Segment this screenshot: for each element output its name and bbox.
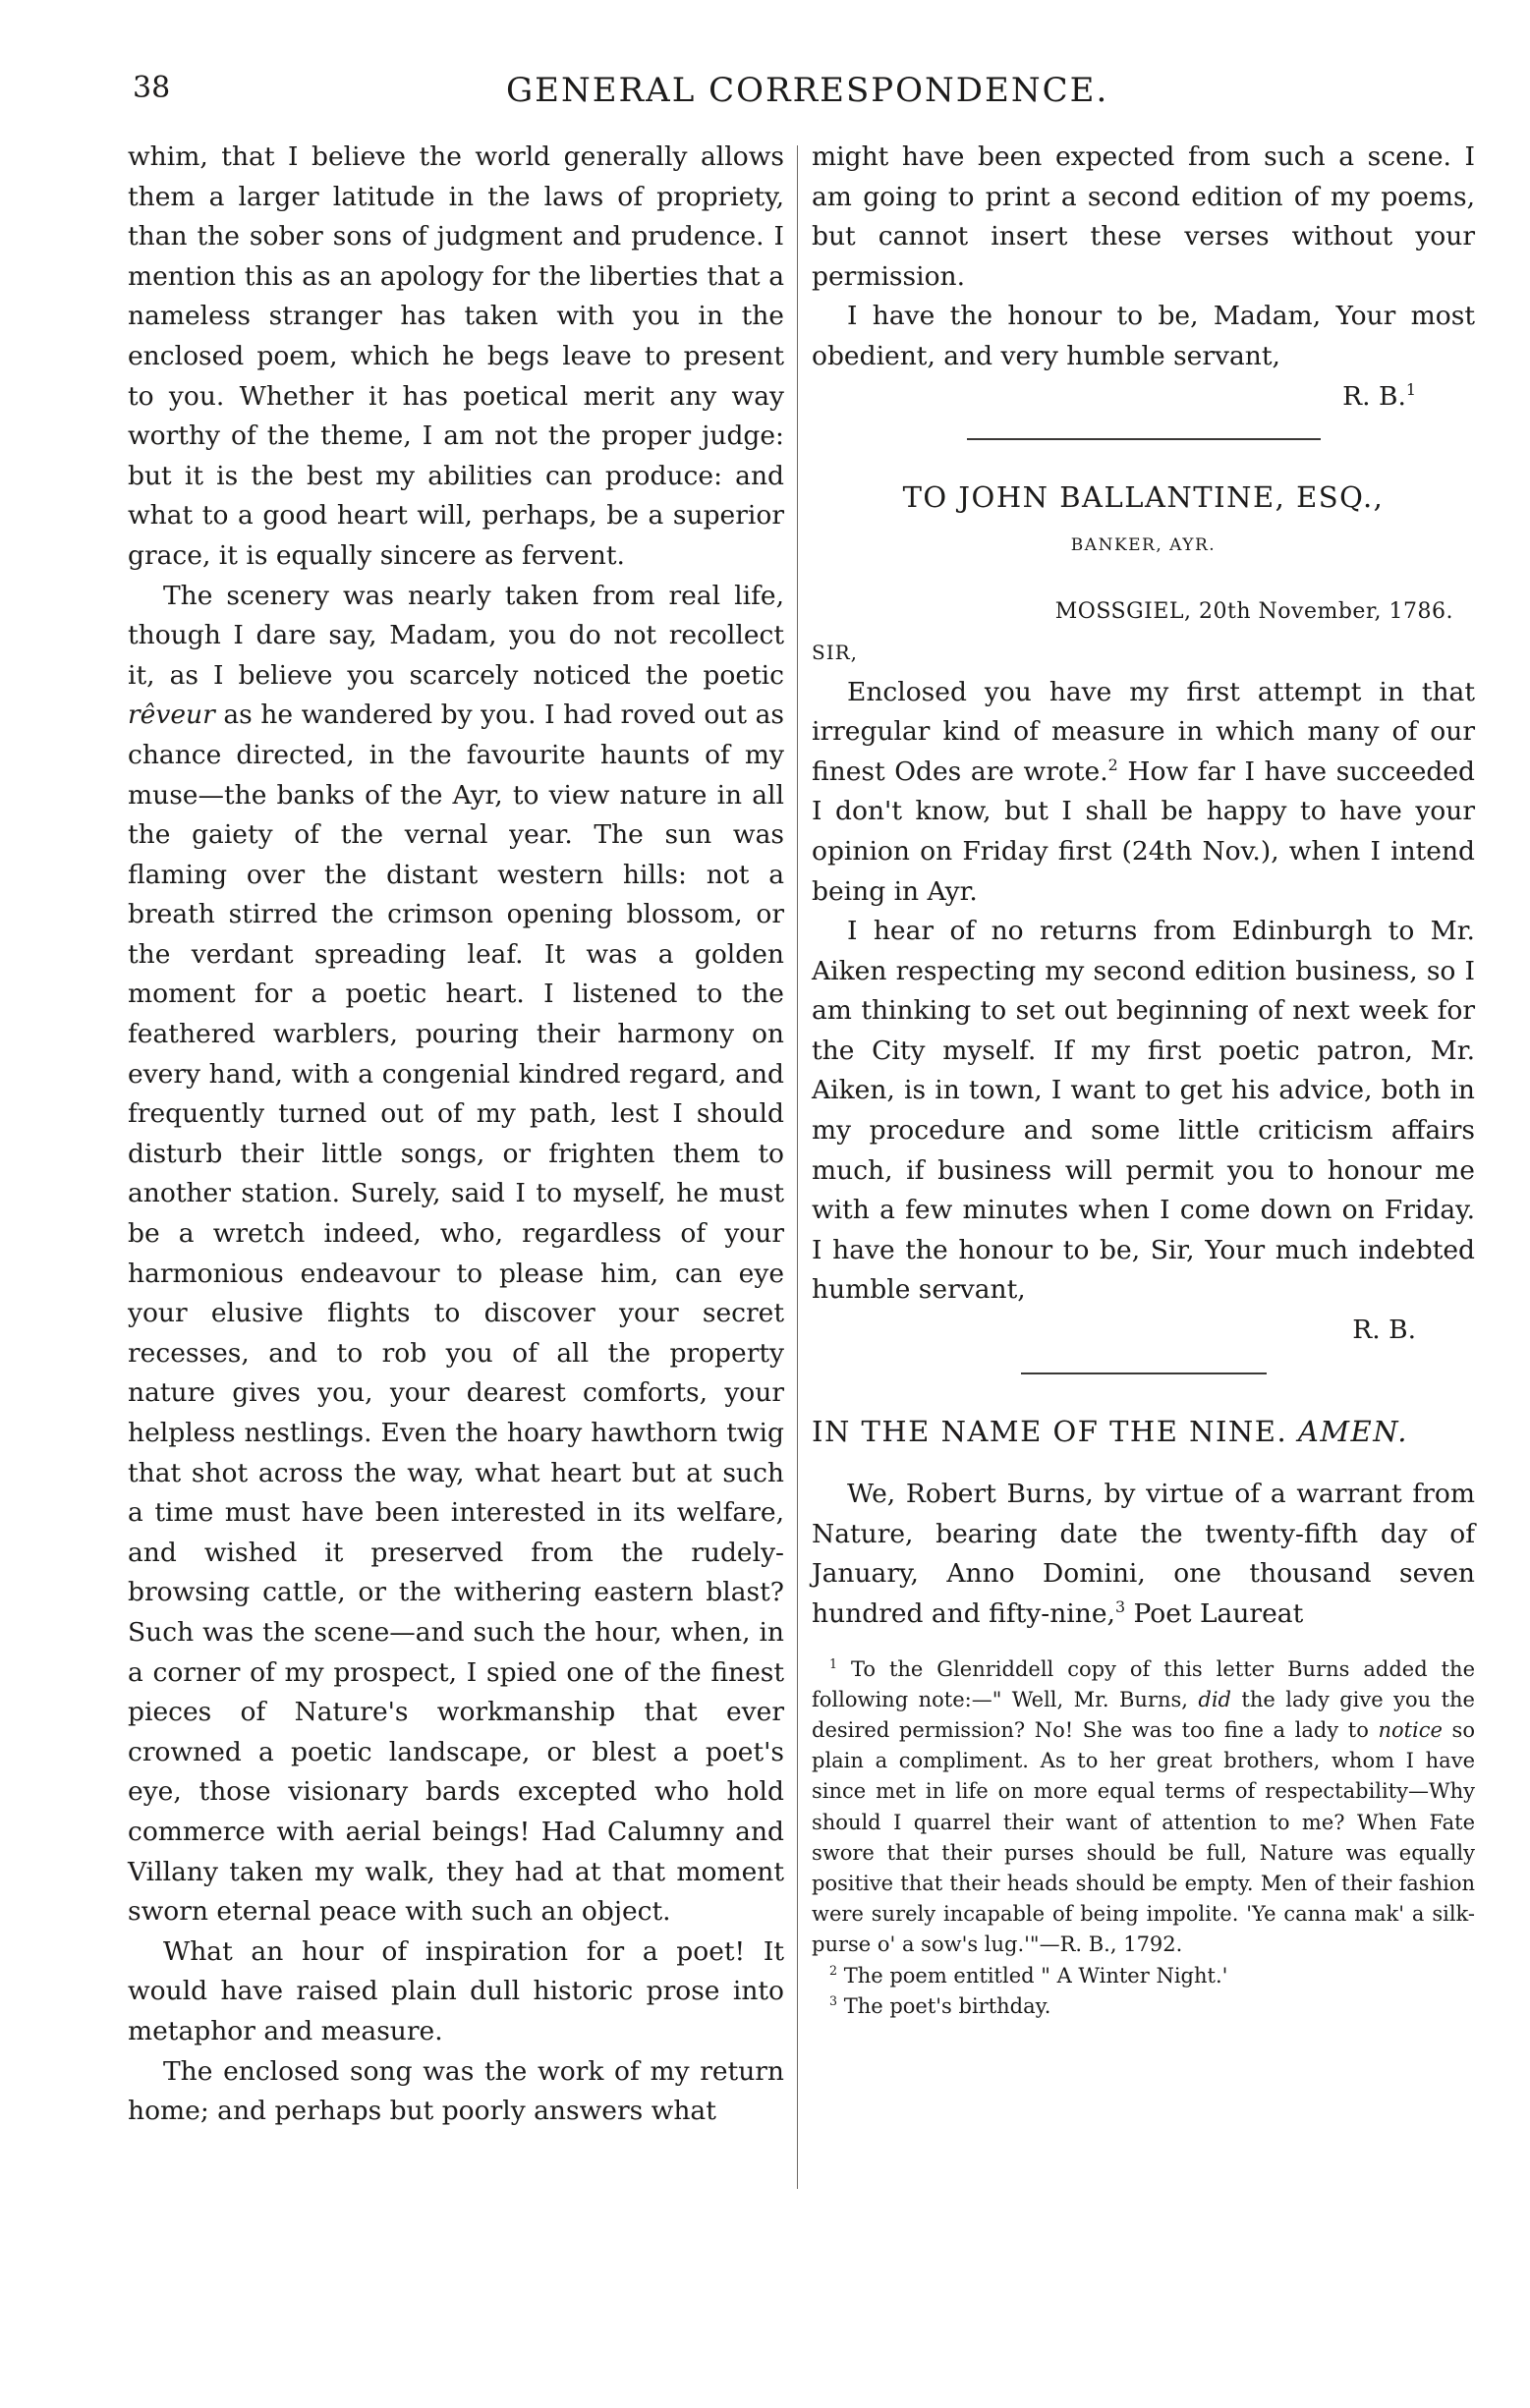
paragraph: I hear of no returns from Edinburgh to Mr. Aiken respecting my second edition business, so I am thinking to set out beginning of next week for the City myself. If my first poetic patron, Mr. Aiken, is in town, I want to get his advice, both in my procedure and some little criticism affairs much, if business will permit you to honour me with a few minutes when I come down on Friday. I have the honour to be, Sir, Your much indebted humble servant,: [812, 916, 1475, 1306]
right-column: [812, 138, 1475, 2022]
section-heading: IN THE NAME OF THE NINE. AMEN.: [812, 1414, 1408, 1448]
paragraph: whim, that I believe the world generally allows them a larger latitude in the laws of propriety, than the sober sons of judgment and prudence. I mention this as an apology for the liberties that a nameless stranger has taken with you in the enclosed poem, which he begs leave to present to you. Whether it has poetical merit any way worthy of the theme, I am not the proper judge: but it is the best my abilities can produce: and what to a good heart will, perhaps, be a superior grace, it is equally sincere as fervent.: [128, 141, 784, 571]
paragraph: We, Robert Burns, by virtue of a warrant from Nature, bearing date the twenty-fifth day of January, Anno Domini, one thousand seven hundred and fifty-nine,$^3$ Poet Laureat: [812, 1479, 1475, 1629]
paragraph: The scenery was nearly taken from real life, though I dare say, Madam, you do not recollect it, as I believe you scarcely noticed the poetic rêveur as he wandered by you. I had roved out as chance directed, in the favourite haunts of my muse—the banks of the Ayr, to view nature in all the gaiety of the vernal year. The sun was flaming over the distant western hills: not a breath stirred the crimson opening blossom, or the verdant spreading leaf. It was a golden moment for a poetic heart. I listened to the feathered warblers, pouring their harmony on every hand, with a congenial kindred regard, and frequently turned out of my path, lest I should disturb their little songs, or frighten them to another station. Surely, said I to myself, he must be a wretch indeed, who, regardless of your harmonious endeavour to please him, can eye your elusive flights to discover your secret recesses, and to rob you of all the property nature gives you, your dearest comforts, your helpless nestlings. Even the hoary hawthorn twig that shot across the way, what heart but at such a time must have been interested in its welfare, and wished it preserved from the rudely-browsing cattle, or the withering eastern blast? Such was the scene—and such the hour, when, in a corner of my prospect, I spied one of the finest pieces of Nature's workmanship that ever crowned a poetic landscape, or blest a poet's eye, those visionary bards excepted who hold commerce with aerial beings! Had Calumny and Villany taken my walk, they had at that moment sworn eternal peace with such an object.: [128, 580, 784, 1928]
section-separator: [1021, 1372, 1267, 1374]
running-title: GENERAL CORRESPONDENCE.: [506, 71, 1109, 110]
dateline: MOSSGIEL, 20th November, 1786.: [1054, 599, 1453, 625]
page-number: 38: [133, 71, 171, 105]
footnotes: [812, 1654, 1475, 2022]
amen-word: AMEN.: [1297, 1414, 1408, 1448]
paragraph: The enclosed song was the work of my return home; and perhaps but poorly answers what: [128, 2055, 784, 2127]
footnote-ref: 3: [1114, 1597, 1126, 1617]
footnote-ref: 1: [1405, 379, 1416, 399]
italic-word: rêveur: [128, 700, 215, 731]
salutation: SIR,: [812, 640, 859, 664]
letter-heading: TO JOHN BALLANTINE, ESQ.,: [902, 480, 1385, 515]
footnote: $^2$ The poem entitled " A Winter Night.': [829, 1962, 1228, 1988]
paragraph: Enclosed you have my first attempt in that irregular kind of measure in which many of our finest Odes are wrote.$^2$ How far I have succeeded I don't know, but I shall be happy to have your opinion on Friday first (24th Nov.), when I intend being in Ayr.: [812, 676, 1476, 907]
signature: R. B.: [1352, 1315, 1416, 1346]
left-column: [128, 138, 784, 2132]
paragraph: What an hour of inspiration for a poet! It would have raised plain dull historic prose into metaphor and measure.: [128, 1935, 784, 2046]
footnote-ref: 2: [1107, 755, 1118, 774]
section-separator: [967, 438, 1321, 440]
column-divider: [797, 145, 798, 529]
page-header: [133, 71, 1115, 120]
footnote: $^3$ The poet's birthday.: [829, 1992, 1051, 2018]
signature: R. B.$^1$: [1342, 379, 1416, 412]
paragraph: I have the honour to be, Madam, Your most obedient, and very humble servant,: [812, 301, 1475, 371]
paragraph: might have been expected from such a scene. I am going to print a second edition of my poems, but cannot insert these verses without your permission.: [812, 141, 1475, 292]
footnote: $^1$ To the Glenriddell copy of this letter Burns added the following note:—" Well, Mr. Burns, did the lady give you the desired permission? No! She was too fine a lady to notice so plain a compliment. As to her great brothers, whom I have since met in life on more equal terms of respectability—Why should I quarrel their want of attention to me? When Fate swore that their purses should be full, Nature was equally positive that their heads should be empty. Men of their fashion were surely incapable of being impolite. 'Ye canna mak' a silk-purse o' a sow's lug.'"—R. B., 1792.: [812, 1655, 1475, 1957]
column-divider-lower: [797, 529, 798, 2189]
letter-subheading: BANKER, AYR.: [1070, 534, 1217, 555]
